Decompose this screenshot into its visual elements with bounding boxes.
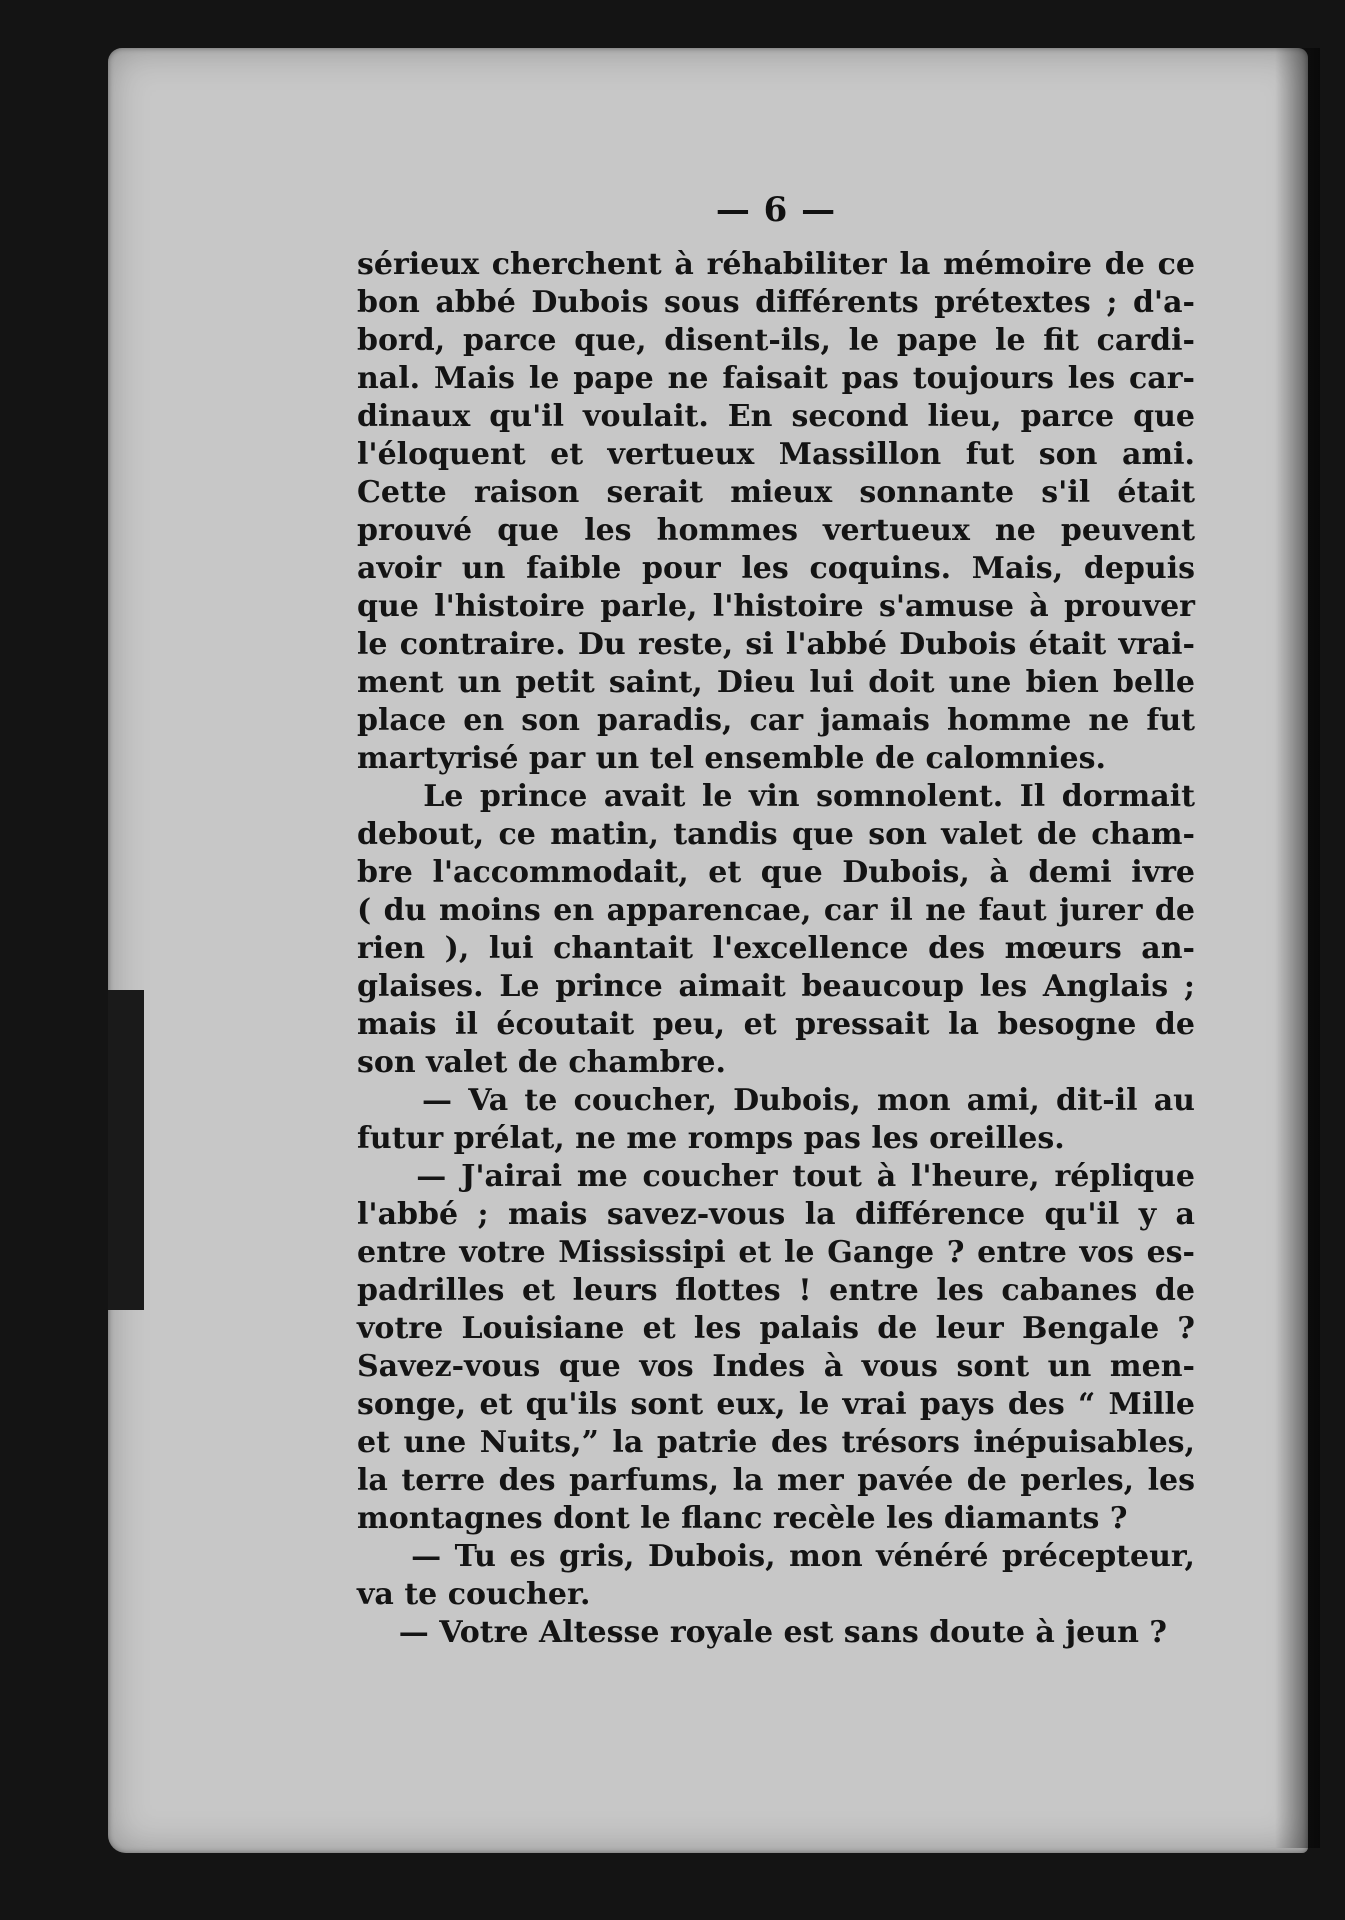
text-line: le contraire. Du reste, si l'abbé Dubois était vrai- (357, 627, 1195, 662)
text-line: bon abbé Dubois sous différents prétextes ; d'a- (357, 285, 1195, 320)
text-body (357, 246, 1195, 1652)
text-line: futur prélat, ne me romps pas les oreilles. (357, 1121, 1065, 1156)
text-line: Cette raison serait mieux sonnante s'il était (357, 475, 1195, 510)
text-line: — Va te coucher, Dubois, mon ami, dit-il au (357, 1083, 1195, 1118)
text-line: l'éloquent et vertueux Massillon fut son ami. (357, 437, 1195, 472)
text-line: l'abbé ; mais savez-vous la différence qu'il y a (357, 1197, 1195, 1232)
page-edge-shadow (1275, 48, 1320, 1848)
text-line: glaises. Le prince aimait beaucoup les Anglais ; (357, 969, 1195, 1004)
text-line: — J'airai me coucher tout à l'heure, réplique (357, 1159, 1195, 1194)
text-line: — Tu es gris, Dubois, mon vénéré précepteur, (357, 1539, 1195, 1574)
text-line: padrilles et leurs flottes ! entre les cabanes de (357, 1273, 1195, 1308)
text-line: Le prince avait le vin somnolent. Il dormait (357, 779, 1195, 814)
text-line: votre Louisiane et les palais de leur Bengale ? (357, 1311, 1195, 1346)
text-line: — Votre Altesse royale est sans doute à jeun ? (357, 1615, 1167, 1650)
text-line: place en son paradis, car jamais homme ne fut (357, 703, 1195, 738)
text-line: rien ), lui chantait l'excellence des mœurs an- (357, 931, 1195, 966)
text-line: songe, et qu'ils sont eux, le vrai pays des “ Mille (357, 1387, 1195, 1422)
text-line: prouvé que les hommes vertueux ne peuvent (357, 513, 1195, 548)
page-edge-tear (108, 990, 144, 1310)
text-line: la terre des parfums, la mer pavée de perles, les (357, 1463, 1195, 1498)
text-line: mais il écoutait peu, et pressait la besogne de (357, 1007, 1195, 1042)
text-line: nal. Mais le pape ne faisait pas toujours les car- (357, 361, 1195, 396)
text-line: bre l'accommodait, et que Dubois, à demi ivre (357, 855, 1195, 890)
text-line: entre votre Mississipi et le Gange ? entre vos es- (357, 1235, 1195, 1270)
text-line: ( du moins en apparencae, car il ne faut jurer de (357, 893, 1195, 928)
text-line: son valet de chambre. (357, 1045, 726, 1080)
text-line: montagnes dont le flanc recèle les diamants ? (357, 1501, 1128, 1536)
text-line: Savez-vous que vos Indes à vous sont un men- (357, 1349, 1195, 1384)
text-line: dinaux qu'il voulait. En second lieu, parce que (357, 399, 1195, 434)
text-line: va te coucher. (357, 1577, 591, 1612)
text-line: debout, ce matin, tandis que son valet de cham- (357, 817, 1195, 852)
page-content (357, 190, 1195, 1652)
text-line: et une Nuits,” la patrie des trésors inépuisables, (357, 1425, 1195, 1460)
page-number: — 6 — (715, 190, 837, 230)
text-line: martyrisé par un tel ensemble de calomnies. (357, 741, 1106, 776)
text-line: avoir un faible pour les coquins. Mais, depuis (357, 551, 1195, 586)
text-line: sérieux cherchent à réhabiliter la mémoire de ce (357, 247, 1195, 282)
text-line: que l'histoire parle, l'histoire s'amuse à prouver (357, 589, 1195, 624)
text-line: bord, parce que, disent-ils, le pape le fit cardi- (357, 323, 1195, 358)
text-line: ment un petit saint, Dieu lui doit une bien belle (357, 665, 1195, 700)
